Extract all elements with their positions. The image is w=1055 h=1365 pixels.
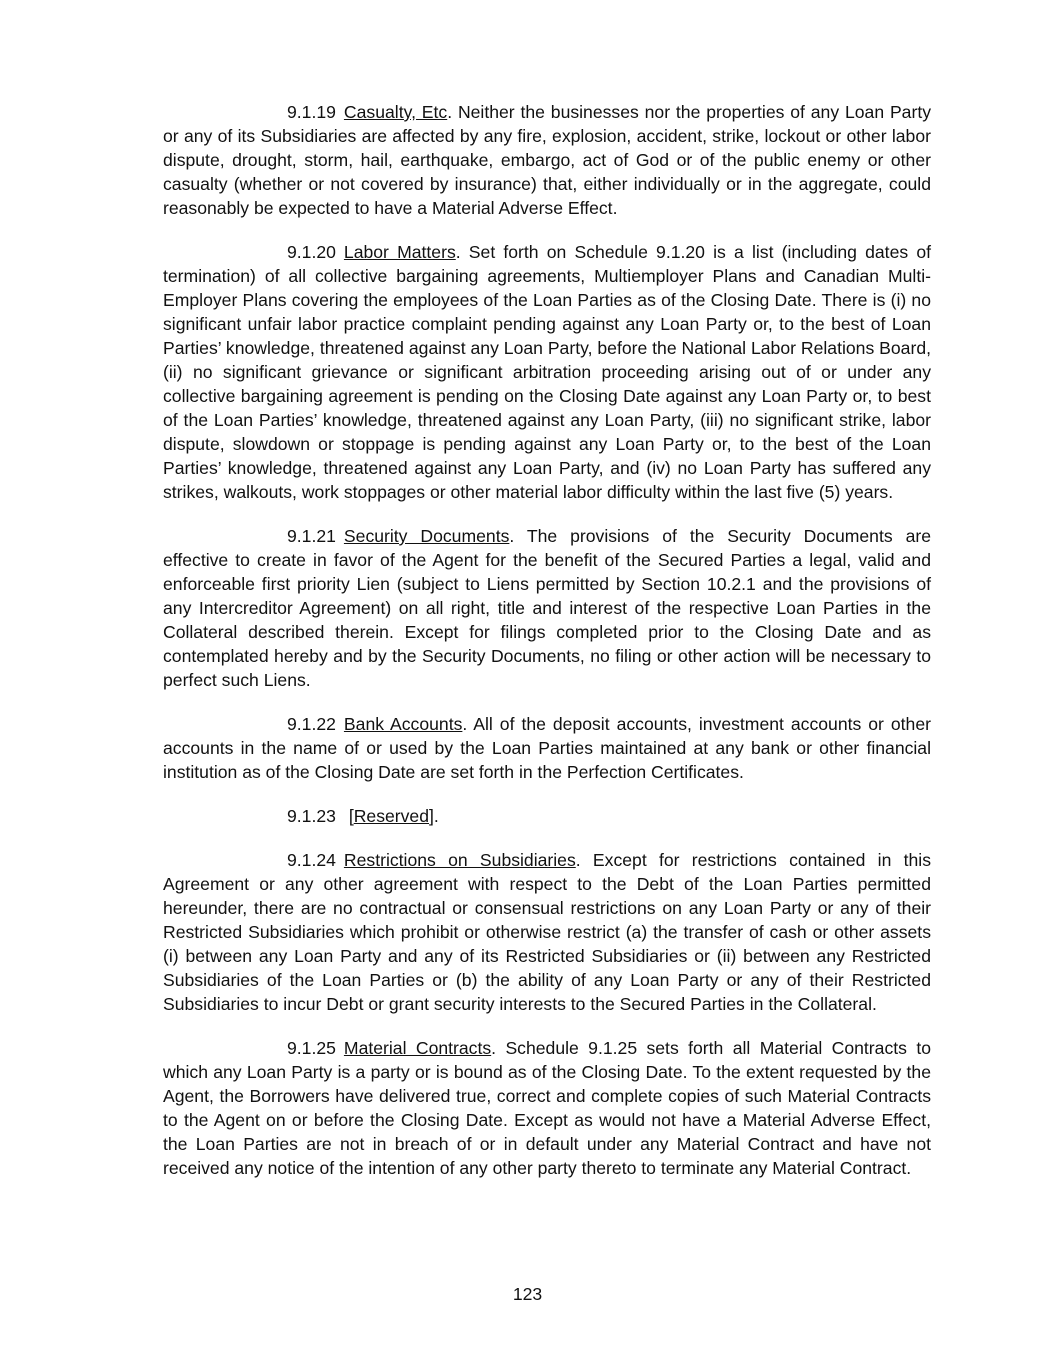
bracket-close: ]. — [429, 806, 439, 826]
section-number: 9.1.24 — [287, 850, 336, 870]
section-9-1-23 — [163, 804, 931, 828]
section-number: 9.1.21 — [287, 526, 336, 546]
bracket-open: [ — [348, 806, 354, 826]
section-number: 9.1.23 — [287, 806, 336, 826]
section-body: . All of the deposit accounts, investment accounts or other accounts in the name of or used by the Loan Parties maintained at any bank or other financial institution as of the Closing Date are set forth in the Perfection Certificates. — [163, 714, 931, 782]
section-body: . Set forth on Schedule 9.1.20 is a list (including dates of termination) of all collective bargaining agreements, Multiemployer Plans and Canadian Multi-Employer Plans covering the employees of the Loan Parties as of the Closing Date. There is (i) no significant unfair labor practice complaint pending against any Loan Party or, to the best of Loan Parties’ knowledge, threatened against any Loan Party, before the National Labor Relations Board, (ii) no significant grievance or significant arbitration proceeding arising out of or under any collective bargaining agreement is pending on the Closing Date against any Loan Party or, to best of the Loan Parties’ knowledge, threatened against any Loan Party, (iii) no significant strike, labor dispute, slowdown or stoppage is pending against any Loan Party or, to the best of the Loan Parties’ knowledge, threatened against any Loan Party, and (iv) no Loan Party has suffered any strikes, walkouts, work stoppages or other material labor difficulty within the last five (5) years. — [163, 242, 931, 502]
section-title: Material Contracts — [343, 1038, 492, 1058]
section-body: . Except for restrictions contained in this Agreement or any other agreement with respect to the Debt of the Loan Parties permitted hereunder, there are no contractual or consensual restrictions on any Loan Party or any of their Restricted Subsidiaries which prohibit or otherwise restrict (a) the transfer of cash or other assets (i) between any Loan Party and any of its Restricted Subsidiaries or (ii) between any Restricted Subsidiaries of the Loan Parties or (b) the ability of any Loan Party or any of their Restricted Subsidiaries to incur Debt or grant security interests to the Secured Parties in the Collateral. — [163, 850, 931, 1014]
section-body: . The provisions of the Security Documents are effective to create in favor of the Agent for the benefit of the Secured Parties a legal, valid and enforceable first priority Lien (subject to Liens permitted by Section 10.2.1 and the provisions of any Intercreditor Agreement) on all right, title and interest of the respective Loan Parties in the Collateral described therein. Except for filings completed prior to the Closing Date and as contemplated hereby and by the Security Documents, no filing or other action will be necessary to perfect such Liens. — [163, 526, 932, 690]
section-title: Security Documents — [343, 526, 510, 546]
section-body: . Schedule 9.1.25 sets forth all Material Contracts to which any Loan Party is a party or is bound as of the Closing Date. To the extent requested by the Agent, the Borrowers have delivered true, correct and complete copies of such Material Contracts to the Agent on or before the Closing Date. Except as would not have a Material Adverse Effect, the Loan Parties are not in breach of or in default under any Material Contract and have not received any notice of the intention of any other party thereto to terminate any Material Contract. — [163, 1038, 931, 1178]
page-number: 123 — [512, 1284, 543, 1304]
section-9-1-22 — [163, 712, 931, 784]
section-9-1-24 — [163, 848, 931, 1016]
section-title: Restrictions on Subsidiaries — [343, 850, 576, 870]
section-title: Reserved — [353, 806, 430, 826]
section-body: . Neither the businesses nor the properties of any Loan Party or any of its Subsidiaries are affected by any fire, explosion, accident, strike, lockout or other labor dispute, drought, storm, hail, earthquake, embargo, act of God or of the public enemy or other casualty (whether or not covered by insurance) that, either individually or in the aggregate, could reasonably be expected to have a Material Adverse Effect. — [163, 102, 932, 218]
section-title: Casualty, Etc — [343, 102, 448, 122]
section-number: 9.1.20 — [287, 242, 336, 262]
section-9-1-19 — [163, 100, 931, 220]
section-9-1-20 — [163, 240, 931, 504]
section-9-1-25 — [163, 1036, 931, 1180]
section-number: 9.1.22 — [287, 714, 336, 734]
document-page — [163, 100, 931, 1200]
section-9-1-21 — [163, 524, 931, 692]
section-title: Labor Matters — [343, 242, 456, 262]
section-title: Bank Accounts — [343, 714, 463, 734]
section-number: 9.1.25 — [287, 1038, 336, 1058]
section-number: 9.1.19 — [287, 102, 336, 122]
